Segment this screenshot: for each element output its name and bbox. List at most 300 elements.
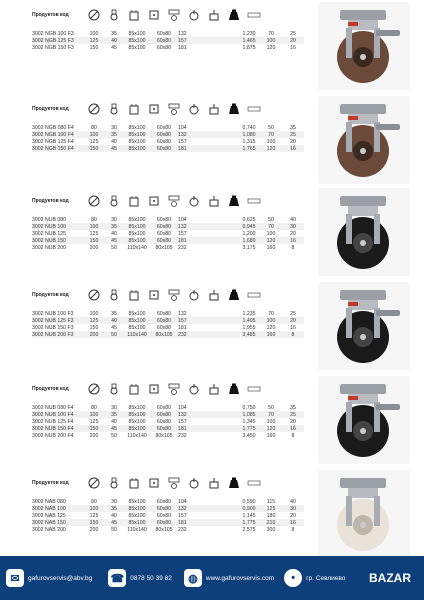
table-cell: 181: [178, 425, 187, 432]
table-cell: 100: [89, 411, 99, 418]
table-cell: 80: [91, 404, 97, 411]
table-cell: 85x100: [128, 418, 146, 425]
table-cell: 1,200: [242, 230, 256, 237]
table-cell: 85x100: [128, 237, 146, 244]
table-cell: 40: [111, 138, 117, 145]
table-row: [32, 505, 304, 512]
table-cell: 70: [268, 223, 274, 230]
table-cell: 50: [111, 526, 117, 533]
table-row: [32, 519, 304, 526]
footer-website[interactable]: [184, 569, 274, 587]
table-cell: 45: [111, 44, 117, 51]
table-cell: 110x140: [127, 526, 147, 533]
table-cell: 3002 NUB 080 F4: [32, 404, 74, 411]
table-cell: 50: [111, 244, 117, 251]
table-row: [32, 223, 304, 230]
wheel-size-icon: [124, 6, 144, 24]
table-cell: 30: [111, 498, 117, 505]
package-icon: [244, 100, 264, 118]
table-cell: 8: [291, 331, 295, 338]
table-cell: 45: [111, 237, 117, 244]
load-weight-icon: [224, 6, 244, 24]
table-cell: 125: [89, 317, 99, 324]
table-cell: 85x100: [128, 145, 146, 152]
table-cell: 3002 NGB 150 F3: [32, 44, 74, 51]
height-icon: [204, 6, 224, 24]
table-row: [32, 425, 304, 432]
table-cell: 85x100: [128, 124, 146, 131]
table-header: [32, 188, 304, 214]
table-row: [32, 37, 304, 44]
table-cell: 16: [290, 237, 296, 244]
table-cell: 150: [89, 44, 99, 51]
table-cell: 16: [290, 324, 296, 331]
table-cell: 150: [89, 324, 99, 331]
swivel-icon: [184, 474, 204, 492]
table-cell: 100: [89, 505, 99, 512]
package-icon: [244, 474, 264, 492]
table-cell: 60x80: [156, 310, 172, 317]
table-cell: 3002 NAB 125: [32, 512, 66, 519]
table-cell: 40: [111, 418, 117, 425]
product-code-heading: Продуктов код: [32, 106, 69, 112]
table-cell: 30: [290, 223, 296, 230]
height-icon: [204, 100, 224, 118]
table-cell: 40: [111, 37, 117, 44]
table-cell: 8: [291, 432, 295, 439]
table-cell: 25: [290, 30, 296, 37]
table-cell: 181: [178, 145, 187, 152]
table-cell: 132: [178, 223, 187, 230]
table-cell: 0,750: [242, 404, 256, 411]
table-cell: 160: [266, 432, 276, 439]
table-cell: 60x80: [156, 505, 172, 512]
table-cell: 3,485: [242, 331, 256, 338]
table-cell: 200: [89, 331, 99, 338]
table-cell: 125: [89, 37, 99, 44]
table-header: [32, 2, 304, 28]
table-cell: 35: [111, 411, 117, 418]
table-cell: 25: [290, 310, 296, 317]
table-cell: 0,900: [242, 505, 256, 512]
table-cell: 132: [178, 310, 187, 317]
height-icon: [204, 286, 224, 304]
spec-table: [32, 124, 304, 152]
table-cell: 0,740: [242, 124, 256, 131]
table-cell: 3002 NUB 200: [32, 244, 67, 251]
table-cell: 60x80: [156, 512, 172, 519]
product-code-heading: Продуктов код: [32, 12, 69, 18]
table-row: [32, 317, 304, 324]
caster-photo: [318, 2, 410, 90]
table-cell: 60x80: [156, 418, 172, 425]
table-cell: 104: [178, 124, 187, 131]
table-row: [32, 432, 304, 439]
load-weight-icon: [224, 474, 244, 492]
diameter-icon: [84, 286, 104, 304]
table-cell: 3002 NAB 080: [32, 498, 66, 505]
table-cell: 85x100: [128, 30, 146, 37]
table-cell: 210: [266, 519, 276, 526]
table-cell: 181: [178, 237, 187, 244]
spec-table: [32, 404, 304, 439]
table-cell: 181: [178, 44, 187, 51]
table-cell: 110x140: [127, 244, 147, 251]
plate-size-icon: [144, 6, 164, 24]
table-cell: 0,590: [242, 498, 256, 505]
table-cell: 150: [89, 145, 99, 152]
product-code-heading: Продуктов код: [32, 480, 69, 486]
table-cell: 40: [111, 512, 117, 519]
product-section: [0, 96, 424, 186]
table-cell: 45: [111, 425, 117, 432]
table-cell: 60x80: [156, 124, 172, 131]
table-cell: 40: [290, 498, 296, 505]
table-cell: 1,775: [242, 519, 256, 526]
plate-size-icon: [144, 192, 164, 210]
table-row: [32, 310, 304, 317]
table-cell: 50: [111, 331, 117, 338]
table-row: [32, 131, 304, 138]
email-icon: ✉: [6, 569, 24, 587]
table-cell: 3002 NGB 125 F4: [32, 138, 74, 145]
spec-table: [32, 216, 304, 251]
width-icon: [104, 380, 124, 398]
table-cell: 1,085: [242, 411, 256, 418]
table-cell: 60x80: [156, 317, 172, 324]
table-cell: 50: [268, 124, 274, 131]
table-cell: 1,465: [242, 37, 256, 44]
table-cell: 60x80: [156, 498, 172, 505]
swivel-icon: [184, 192, 204, 210]
table-cell: 35: [111, 310, 117, 317]
table-cell: 1,955: [242, 324, 256, 331]
diameter-icon: [84, 474, 104, 492]
table-cell: 125: [89, 418, 99, 425]
table-row: [32, 138, 304, 145]
product-code-heading: Продуктов код: [32, 198, 69, 204]
table-cell: 60x80: [156, 519, 172, 526]
table-cell: 20: [290, 317, 296, 324]
load-weight-icon: [224, 380, 244, 398]
table-header: [32, 470, 304, 496]
table-cell: 120: [266, 425, 276, 432]
table-cell: 60x80: [156, 230, 172, 237]
table-cell: 3002 NGB 125 F3: [32, 37, 74, 44]
table-cell: 3002 NGB 150 F4: [32, 145, 74, 152]
table-cell: 1,495: [242, 317, 256, 324]
table-cell: 3,450: [242, 432, 256, 439]
wheel-size-icon: [124, 474, 144, 492]
table-cell: 3002 NUB 150 F4: [32, 425, 74, 432]
table-cell: 3002 NAB 200: [32, 526, 66, 533]
table-cell: 85x100: [128, 44, 146, 51]
table-cell: 85x100: [128, 404, 146, 411]
table-cell: 25: [290, 411, 296, 418]
table-cell: 20: [290, 37, 296, 44]
table-cell: 120: [266, 145, 276, 152]
table-cell: 80: [91, 216, 97, 223]
table-cell: 1,345: [242, 418, 256, 425]
table-row: [32, 411, 304, 418]
table-cell: 3002 NUB 125 F4: [32, 418, 74, 425]
table-cell: 40: [111, 230, 117, 237]
table-cell: 157: [178, 512, 187, 519]
table-cell: 3002 NUB 150 F3: [32, 324, 74, 331]
table-cell: 25: [290, 131, 296, 138]
footer-email[interactable]: [6, 569, 92, 587]
table-header: [32, 376, 304, 402]
swivel-icon: [184, 6, 204, 24]
load-weight-icon: [224, 192, 244, 210]
table-cell: 70: [268, 411, 274, 418]
plate-size-icon: [144, 100, 164, 118]
load-weight-icon: [224, 286, 244, 304]
email-text: gafurovservis@abv.bg: [28, 574, 93, 582]
swivel-icon: [184, 286, 204, 304]
bazar-logo: BAZAR: [369, 571, 411, 585]
footer-bar: [0, 556, 424, 600]
caster-photo: [318, 470, 410, 558]
website-text: www.gafurovservis.com: [205, 574, 275, 582]
table-cell: 100: [266, 317, 276, 324]
table-cell: 181: [178, 324, 187, 331]
table-cell: 35: [111, 505, 117, 512]
table-cell: 200: [89, 432, 99, 439]
table-cell: 120: [266, 324, 276, 331]
bolt-spacing-icon: [164, 474, 184, 492]
table-cell: 60x80: [156, 131, 172, 138]
table-cell: 70: [268, 310, 274, 317]
table-cell: 232: [178, 244, 187, 251]
table-cell: 1,235: [242, 310, 256, 317]
table-row: [32, 526, 304, 533]
width-icon: [104, 6, 124, 24]
table-cell: 120: [266, 237, 276, 244]
product-section: [0, 470, 424, 560]
table-cell: 85x100: [128, 131, 146, 138]
table-row: [32, 44, 304, 51]
table-cell: 1,765: [242, 145, 256, 152]
product-section: [0, 376, 424, 466]
width-icon: [104, 474, 124, 492]
table-cell: 3002 NAB 100: [32, 505, 66, 512]
table-cell: 16: [290, 145, 296, 152]
plate-size-icon: [144, 474, 164, 492]
table-cell: 232: [178, 526, 187, 533]
table-cell: 132: [178, 411, 187, 418]
table-cell: 60x80: [156, 425, 172, 432]
wheel-size-icon: [124, 100, 144, 118]
table-cell: 1,080: [242, 131, 256, 138]
table-cell: 80: [91, 124, 97, 131]
table-cell: 30: [111, 216, 117, 223]
table-cell: 160: [266, 244, 276, 251]
table-header: [32, 96, 304, 122]
table-cell: 1,680: [242, 237, 256, 244]
product-code-heading: Продуктов код: [32, 292, 69, 298]
footer-phone[interactable]: [108, 569, 172, 587]
table-cell: 125: [89, 512, 99, 519]
table-cell: 150: [89, 519, 99, 526]
table-cell: 200: [89, 526, 99, 533]
table-cell: 104: [178, 216, 187, 223]
plate-size-icon: [144, 286, 164, 304]
height-icon: [204, 380, 224, 398]
table-cell: 232: [178, 432, 187, 439]
table-cell: 120: [266, 44, 276, 51]
table-row: [32, 512, 304, 519]
table-cell: 85x100: [128, 425, 146, 432]
table-cell: 80: [91, 498, 97, 505]
table-cell: 125: [89, 138, 99, 145]
table-cell: 100: [89, 310, 99, 317]
package-icon: [244, 192, 264, 210]
plate-size-icon: [144, 380, 164, 398]
table-cell: 45: [111, 324, 117, 331]
table-cell: 85x100: [128, 230, 146, 237]
table-cell: 3002 NUB 080: [32, 216, 67, 223]
table-cell: 50: [268, 216, 274, 223]
table-row: [32, 324, 304, 331]
product-section: [0, 188, 424, 278]
table-row: [32, 216, 304, 223]
footer-location: [284, 569, 345, 587]
table-cell: 1,875: [242, 44, 256, 51]
product-code-heading: Продуктов код: [32, 386, 69, 392]
table-cell: 3002 NGB 100 F4: [32, 131, 74, 138]
table-cell: 16: [290, 44, 296, 51]
table-cell: 300: [266, 526, 276, 533]
table-cell: 110x140: [127, 432, 147, 439]
table-cell: 60x80: [156, 145, 172, 152]
wheel-size-icon: [124, 380, 144, 398]
table-cell: 85x100: [128, 310, 146, 317]
table-row: [32, 30, 304, 37]
table-cell: 180: [266, 512, 276, 519]
table-cell: 132: [178, 131, 187, 138]
table-header: [32, 282, 304, 308]
bolt-spacing-icon: [164, 380, 184, 398]
table-cell: 60x80: [156, 44, 172, 51]
table-cell: 100: [266, 37, 276, 44]
diameter-icon: [84, 100, 104, 118]
table-cell: 60x80: [156, 216, 172, 223]
table-cell: 157: [178, 37, 187, 44]
table-cell: 1,315: [242, 138, 256, 145]
table-cell: 3002 NUB 200 F3: [32, 331, 74, 338]
table-cell: 132: [178, 505, 187, 512]
table-cell: 125: [266, 505, 276, 512]
table-cell: 35: [111, 131, 117, 138]
table-cell: 40: [290, 216, 296, 223]
table-cell: 35: [111, 30, 117, 37]
table-cell: 1,775: [242, 425, 256, 432]
table-cell: 85x100: [128, 37, 146, 44]
table-cell: 20: [290, 138, 296, 145]
table-cell: 3002 NGB 100 F3: [32, 30, 74, 37]
table-cell: 3002 NUB 100 F4: [32, 411, 74, 418]
phone-text: 0878 50 39 82: [130, 574, 172, 582]
table-cell: 85x100: [128, 216, 146, 223]
table-cell: 20: [290, 230, 296, 237]
swivel-icon: [184, 380, 204, 398]
table-cell: 8: [291, 244, 295, 251]
caster-photo: [318, 188, 410, 276]
table-cell: 100: [89, 30, 99, 37]
diameter-icon: [84, 6, 104, 24]
spec-table: [32, 498, 304, 533]
width-icon: [104, 192, 124, 210]
bolt-spacing-icon: [164, 100, 184, 118]
table-cell: 30: [111, 124, 117, 131]
table-cell: 35: [290, 124, 296, 131]
table-cell: 70: [268, 30, 274, 37]
table-cell: 80x105: [155, 331, 173, 338]
table-cell: 30: [111, 404, 117, 411]
table-cell: 8: [291, 526, 295, 533]
table-cell: 3002 NUB 100: [32, 223, 67, 230]
diameter-icon: [84, 192, 104, 210]
location-text: гр. Севлиево: [306, 574, 346, 582]
table-cell: 80x105: [155, 432, 173, 439]
table-row: [32, 145, 304, 152]
table-cell: 3002 NUB 150: [32, 237, 67, 244]
table-cell: 30: [290, 505, 296, 512]
table-row: [32, 498, 304, 505]
table-cell: 160: [266, 331, 276, 338]
width-icon: [104, 100, 124, 118]
table-cell: 100: [89, 131, 99, 138]
caster-photo: [318, 376, 410, 464]
table-cell: 16: [290, 425, 296, 432]
table-cell: 150: [89, 237, 99, 244]
table-cell: 35: [290, 404, 296, 411]
table-cell: 125: [89, 230, 99, 237]
table-cell: 1,145: [242, 512, 256, 519]
table-cell: 85x100: [128, 138, 146, 145]
table-cell: 157: [178, 138, 187, 145]
product-section: [0, 2, 424, 92]
table-cell: 50: [268, 404, 274, 411]
table-cell: 60x80: [156, 30, 172, 37]
table-cell: 85x100: [128, 411, 146, 418]
table-cell: 100: [266, 138, 276, 145]
table-cell: 0,625: [242, 216, 256, 223]
table-cell: 60x80: [156, 237, 172, 244]
package-icon: [244, 286, 264, 304]
bolt-spacing-icon: [164, 286, 184, 304]
table-row: [32, 331, 304, 338]
table-cell: 85x100: [128, 317, 146, 324]
bolt-spacing-icon: [164, 192, 184, 210]
table-cell: 181: [178, 519, 187, 526]
table-row: [32, 237, 304, 244]
table-cell: 3002 NUB 125: [32, 230, 67, 237]
table-cell: 157: [178, 317, 187, 324]
spec-table: [32, 310, 304, 338]
table-cell: 110x140: [127, 331, 147, 338]
table-cell: 0,945: [242, 223, 256, 230]
table-cell: 104: [178, 498, 187, 505]
spec-table: [32, 30, 304, 51]
table-cell: 200: [89, 244, 99, 251]
table-cell: 45: [111, 519, 117, 526]
table-cell: 157: [178, 230, 187, 237]
table-cell: 150: [89, 425, 99, 432]
table-cell: 60x80: [156, 404, 172, 411]
table-cell: 157: [178, 418, 187, 425]
